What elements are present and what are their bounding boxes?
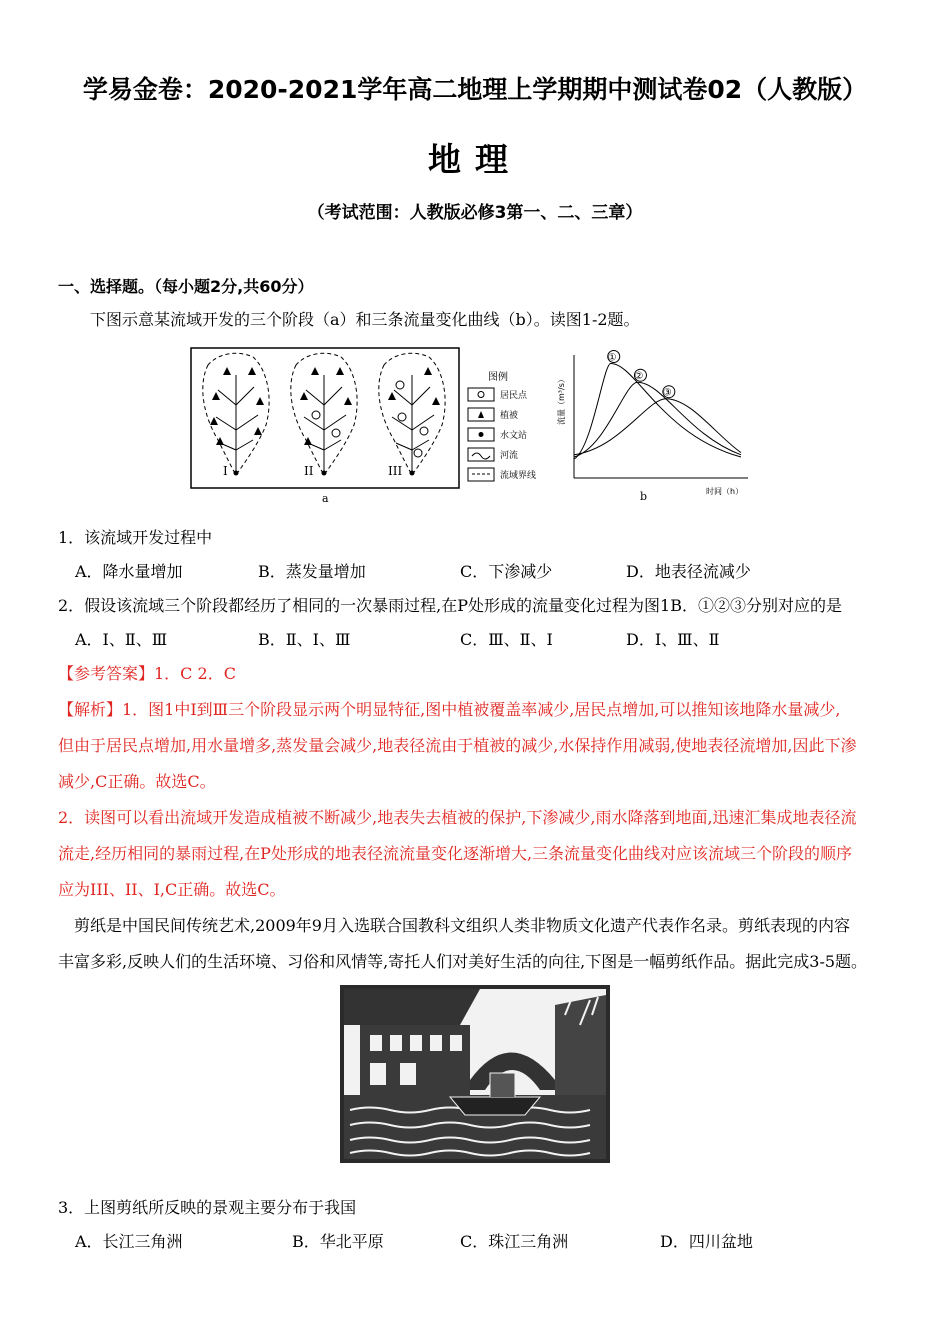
q2-option-c: C．Ⅲ、Ⅱ、Ⅰ (460, 630, 553, 649)
exam-scope: （考试范围：人教版必修3第一、二、三章） (307, 203, 643, 223)
stage-label-1: I (223, 464, 228, 478)
intro-2-line-2: 丰富多彩,反映人们的生活环境、习俗和风情等,寄托人们对美好生活的向往,下图是一幅剪纸作品。据此完成3-5题。 (58, 952, 868, 971)
q2-option-b: B．Ⅱ、Ⅰ、Ⅲ (258, 630, 351, 649)
q1-option-c: C．下渗减少 (460, 562, 553, 581)
section-heading: 一、选择题。（每小题2分,共60分） (58, 277, 314, 296)
hydrograph-curve-1 (574, 364, 741, 460)
legend-settlement: 居民点 (500, 391, 528, 401)
intro-2-line-1: 剪纸是中国民间传统艺术,2009年9月入选联合国教科文组织人类非物质文化遗产代表作名录。剪纸表现的内容 (74, 916, 850, 935)
q1-stem: 1．该流域开发过程中 (58, 528, 213, 547)
caption-b: b (640, 490, 648, 502)
analysis-line-4: 2．读图可以看出流域开发造成植被不断减少,地表失去植被的保护,下渗减少,雨水降落到地面,迅速汇集成地表径流 (58, 808, 857, 827)
legend-river: 河流 (500, 451, 519, 461)
q2-option-a: A．Ⅰ、Ⅱ、Ⅲ (75, 630, 168, 649)
q2-option-d: D．Ⅰ、Ⅲ、Ⅱ (626, 630, 720, 649)
q1-option-a: A．降水量增加 (75, 562, 183, 581)
legend-hydro-station: 水文站 (500, 431, 528, 441)
curve-label-2: ② (634, 371, 644, 383)
q3-option-b: B．华北平原 (292, 1232, 384, 1251)
basin-stage-1 (203, 353, 269, 475)
x-axis-label: 时间（h） (706, 487, 744, 496)
q1-option-d: D．地表径流减少 (626, 562, 751, 581)
caption-a: a (322, 492, 329, 505)
exam-title: 学易金卷：2020-2021学年高二地理上学期期中测试卷02（人教版） (82, 75, 868, 104)
river-icon (468, 448, 494, 461)
hydrograph-curve-3 (574, 399, 741, 455)
analysis-line-3: 减少,C正确。故选C。 (58, 772, 216, 791)
q3-option-d: D．四川盆地 (660, 1232, 753, 1251)
reference-answer: 【参考答案】1．C 2．C (58, 664, 236, 683)
subject-heading: 地理 (428, 140, 522, 179)
boundary-icon (468, 468, 494, 481)
figure-legend (466, 368, 556, 486)
settlement-icon (468, 388, 494, 401)
analysis-line-1: 【解析】1．图1中Ⅰ到Ⅲ三个阶段显示两个明显特征,图中植被覆盖率减少,居民点增加,可以推知该地降水量减少, (58, 700, 841, 719)
basin-stage-2 (291, 353, 357, 475)
legend-boundary: 流域界线 (500, 471, 537, 481)
q3-option-a: A．长江三角洲 (75, 1232, 183, 1251)
q3-option-c: C．珠江三角洲 (460, 1232, 569, 1251)
figure-basin-stages (188, 345, 463, 505)
basin-stage-3 (379, 353, 445, 475)
analysis-line-2: 但由于居民点增加,用水量增多,蒸发量会减少,地表径流由于植被的减少,水保持作用减弱,使地表径流增加,因此下渗 (58, 736, 857, 755)
stage-label-3: III (388, 464, 403, 478)
curve-label-1: ① (607, 352, 617, 364)
papercut-image (340, 985, 610, 1163)
hydrograph-curve-2 (574, 382, 741, 457)
figure-hydrograph (556, 350, 752, 502)
analysis-line-6: 应为III、II、I,C正确。故选C。 (58, 880, 286, 899)
q2-stem: 2．假设该流域三个阶段都经历了相同的一次暴雨过程,在P处形成的流量变化过程为图1B．①②③分别对应的是 (58, 596, 842, 615)
question-intro-1: 下图示意某流域开发的三个阶段（a）和三条流量变化曲线（b）。读图1-2题。 (90, 310, 640, 329)
y-axis-label: 流量（m³/s） (557, 375, 566, 425)
stage-label-2: II (304, 464, 314, 478)
curve-label-3: ③ (662, 387, 672, 399)
q1-option-b: B．蒸发量增加 (258, 562, 366, 581)
legend-title: 图例 (488, 372, 508, 383)
analysis-line-5: 流走,经历相同的暴雨过程,在P处形成的地表径流流量变化逐渐增大,三条流量变化曲线对应该流域三个阶段的顺序 (58, 844, 853, 863)
legend-vegetation: 植被 (500, 411, 519, 421)
q3-stem: 3．上图剪纸所反映的景观主要分布于我国 (58, 1198, 357, 1217)
